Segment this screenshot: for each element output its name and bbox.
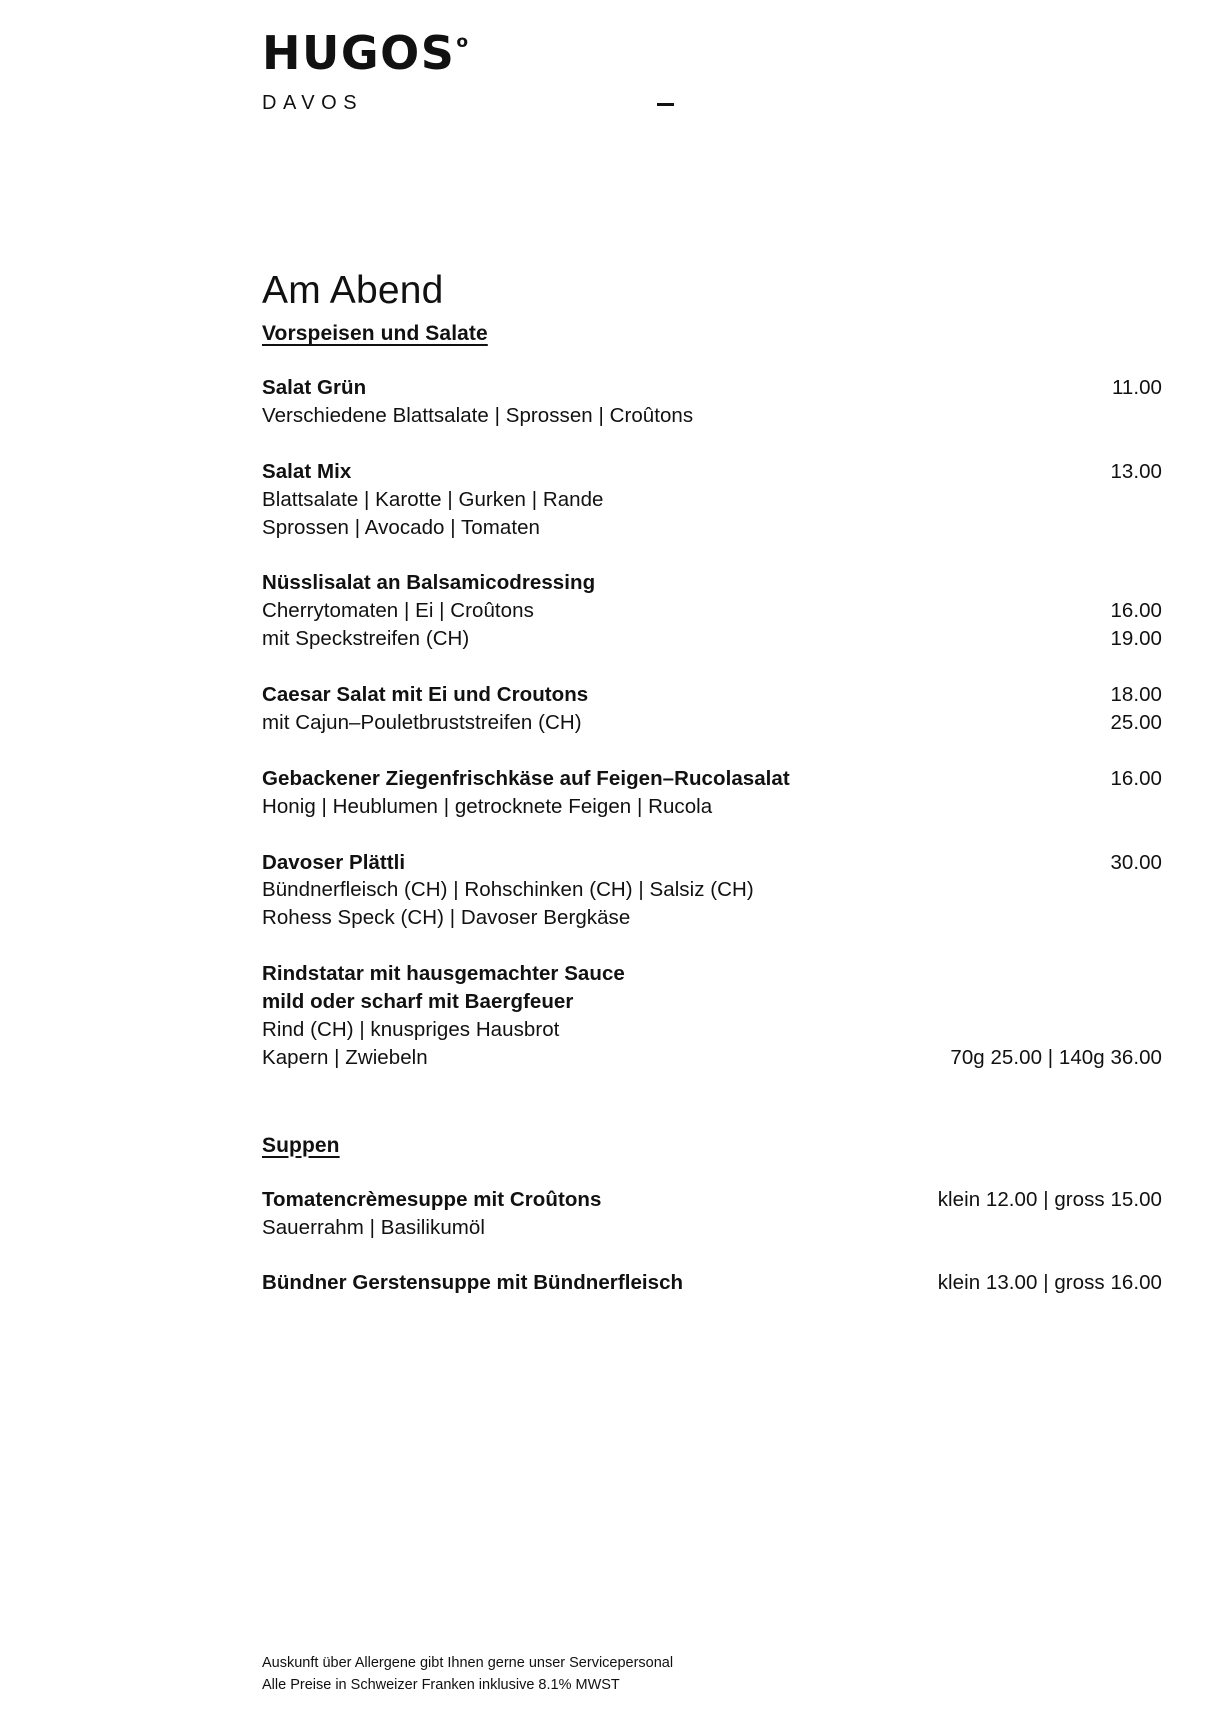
menu-item-price: 25.00 [1110,710,1162,734]
menu-item-name: Salat Grün [262,376,367,399]
menu-item-line [262,681,1162,709]
menu-item-price: 11.00 [1111,376,1162,399]
menu-item-line [262,569,1162,597]
menu-item-line [262,486,1162,514]
menu-item-description: Verschiedene Blattsalate | Sprossen | Croûtons [262,403,694,427]
menu-item-description: Honig | Heublumen | getrocknete Feigen | Rucola [262,794,713,818]
menu-item-line [262,1186,1162,1214]
menu-item-line [262,514,1162,542]
menu-item-line [262,1214,1162,1242]
menu-item-description: Cherrytomaten | Ei | Croûtons [262,599,534,623]
menu-item-line [262,709,1162,737]
menu-item-price: 16.00 [1110,599,1162,623]
menu-item-price: 70g 25.00 | 140g 36.00 [950,1045,1162,1069]
section-heading: Vorspeisen und Salate [262,322,488,345]
menu-item-name: Gebackener Ziegenfrischkäse auf Feigen–Rucolasalat [262,766,790,790]
menu-item-line [262,458,1162,486]
menu-item-price: 19.00 [1110,627,1162,651]
menu-item-line [262,960,1162,988]
menu-item [262,374,1162,430]
menu-item-name: Davoser Plättli [262,850,406,874]
menu-item [262,1186,1162,1242]
menu-item-name: Bündner Gerstensuppe mit Bündnerfleisch [262,1271,684,1295]
menu-item [262,681,1162,737]
menu-item-line [262,876,1162,904]
menu-item [262,1269,1162,1297]
menu-item-line [262,1269,1162,1297]
menu-item-line [262,597,1162,625]
section-heading: Suppen [262,1133,340,1157]
menu-item-price: klein 13.00 | gross 16.00 [937,1271,1162,1295]
menu-item-line [262,765,1162,793]
menu-section-suppen [262,1134,1162,1298]
menu-item-price: 18.00 [1110,683,1162,706]
menu-item-description: Sauerrahm | Basilikumöl [262,1215,485,1239]
menu-item-description: mit Speckstreifen (CH) [262,627,470,651]
menu-item-name-second-line: mild oder scharf mit Baergfeuer [262,990,574,1013]
menu-item-name: Rindstatar mit hausgemachter Sauce [262,962,625,986]
menu-item-description: Rohess Speck (CH) | Davoser Bergkäse [262,906,631,930]
menu-item-line [262,1044,1162,1072]
menu-item-description: Kapern | Zwiebeln [262,1045,428,1069]
logo-underline-rule [657,103,674,106]
menu-item-name: Caesar Salat mit Ei und Croutons [262,683,589,706]
menu-item-description: Bündnerfleisch (CH) | Rohschinken (CH) | Salsiz (CH) [262,878,754,902]
menu-item [262,458,1162,542]
logo-degree-glyph: o [456,31,469,52]
menu-item-price: klein 12.00 | gross 15.00 [937,1187,1162,1211]
menu-section-vorspeisen [262,322,1162,1072]
menu-item-name: Nüsslisalat an Balsamicodressing [262,571,596,595]
footer-allergen-note: Auskunft über Allergene gibt Ihnen gerne unser Servicepersonal [262,1655,674,1671]
menu-item-line [262,793,1162,821]
menu-item-description: Sprossen | Avocado | Tomaten [262,515,540,539]
menu-item-line [262,374,1162,402]
menu-item-description: mit Cajun–Pouletbruststreifen (CH) [262,710,582,734]
menu-item-name: Tomatencrèmesuppe mit Croûtons [262,1187,602,1211]
brand-logo [262,26,682,115]
menu-item-description: Rind (CH) | knuspriges Hausbrot [262,1017,560,1041]
footer-price-note: Alle Preise in Schweizer Franken inklusive 8.1% MWST [262,1677,620,1694]
menu-item-line [262,1016,1162,1044]
menu-item-line [262,988,1162,1016]
menu-item-description: Blattsalate | Karotte | Gurken | Rande [262,487,604,511]
page-title: Am Abend [262,269,444,313]
menu-item-price: 30.00 [1110,850,1162,874]
menu-item [262,960,1162,1072]
page-footer [262,1652,673,1697]
logo-word-text: HUGOS [262,26,456,80]
menu-item-line [262,402,1162,430]
logo-wordmark [262,26,469,80]
menu-item [262,849,1162,933]
menu-item-line [262,625,1162,653]
logo-subtitle: DAVOS [262,92,364,114]
menu-item-name: Salat Mix [262,459,352,483]
menu-item [262,765,1162,821]
menu-content [262,322,1162,1325]
menu-item [262,569,1162,653]
menu-item-price: 13.00 [1110,459,1162,483]
menu-item-line [262,904,1162,932]
menu-item-line [262,849,1162,877]
menu-item-price: 16.00 [1110,766,1162,790]
